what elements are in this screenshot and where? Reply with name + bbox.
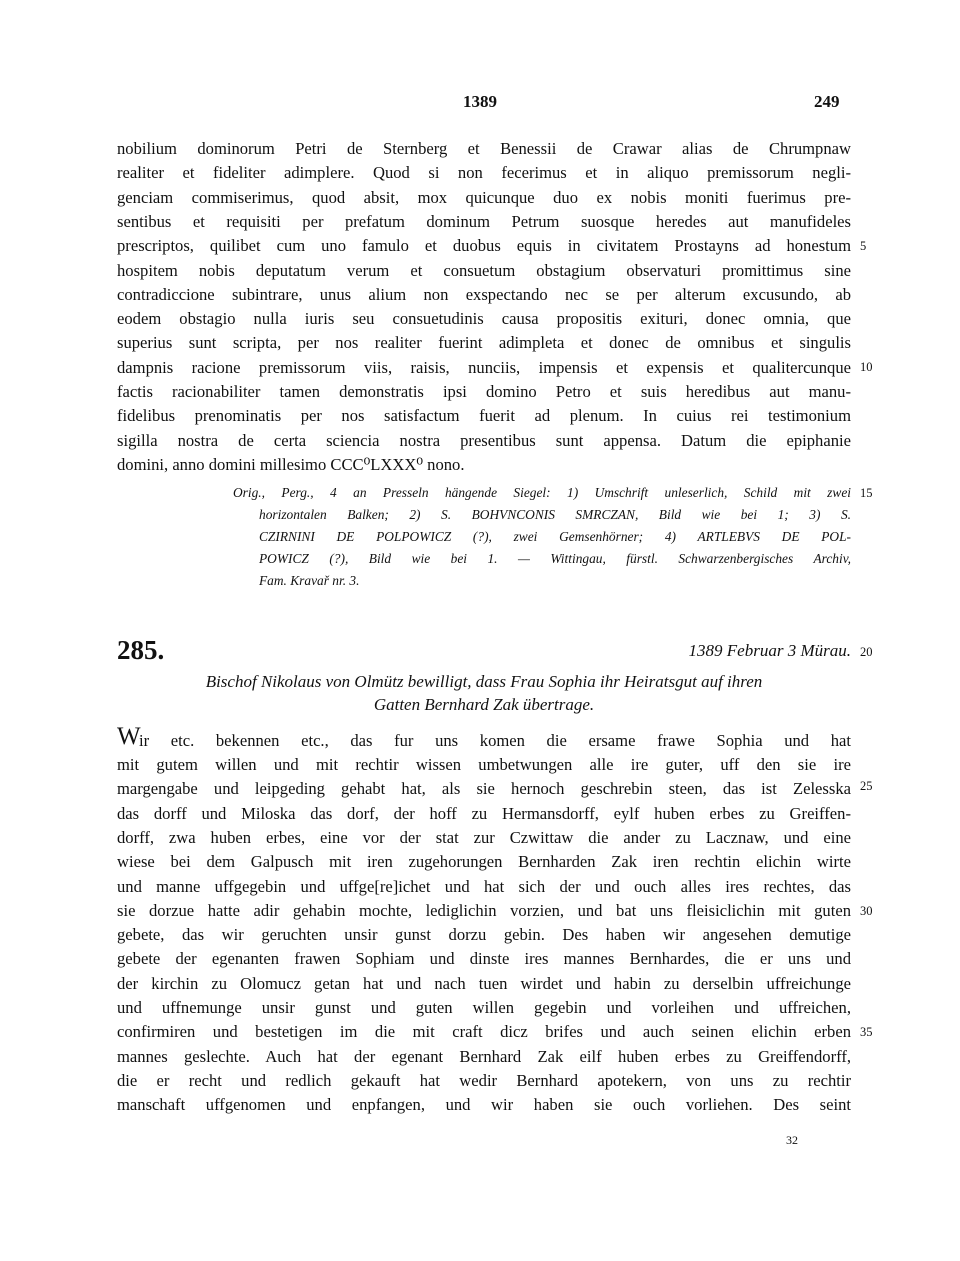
text-line: sie dorzue hatte adir gehabin mochte, lediglichin vorzien, und bat uns fleisiclichin mit guten <box>117 900 851 920</box>
source-note-line: Fam. Kravař nr. 3. <box>259 573 360 588</box>
text-line: hospitem nobis deputatum verum et consuetum obstagium observaturi promittimus sine <box>117 260 851 280</box>
text-line: realiter et fideliter adimplere. Quod si non fecerimus et in aliquo premissorum negli- <box>117 163 851 183</box>
regest-title-line: Bischof Nikolaus von Olmütz bewilligt, dass Frau Sophia ihr Heiratsgut auf ihren <box>205 672 763 691</box>
line-number: 35 <box>860 1025 873 1039</box>
source-note-line: POWICZ (?), Bild wie bei 1. — Wittingau, fürstl. Schwarzenbergisches Archiv, <box>259 551 851 566</box>
regest-title-line: Gatten Bernhard Zak übertrage. <box>373 695 595 714</box>
text-line: manschaft uffgenomen und enpfangen, und wir haben sie ouch vorliehen. Des seint <box>117 1095 851 1115</box>
text-line: prescriptos, quilibet cum uno famulo et duobus equis in civitatem Prostayns ad honestum <box>117 236 851 256</box>
line-number: 30 <box>860 904 873 918</box>
source-note-line: CZIRNINI DE POLPOWICZ (?), zwei Gemsenhörner; 4) ARTLEBVS DE POL- <box>259 529 851 544</box>
text-line: confirmiren und bestetigen im die mit craft dicz brifes und auch seinen elichin erben <box>117 1022 851 1042</box>
line-number: 20 <box>860 645 873 659</box>
line-number: 5 <box>860 239 867 253</box>
initial-letter: W <box>117 723 141 750</box>
charter-date-place: 1389 Februar 3 Mürau. <box>688 641 851 660</box>
text-line: die er recht und redlich gekauft hat wedir Bernhard apotekern, von uns zu rechtir <box>117 1070 851 1090</box>
text-line: sentibus et requisiti per prefatum dominum Petrum suosque heredes aut manufideles <box>117 211 851 231</box>
text-line: mannes geslechte. Auch hat der egenant Bernhard Zak eilf huben erbes zu Greiffendorff, <box>117 1046 851 1066</box>
signature-mark: 32 <box>786 1133 798 1147</box>
text-line: und manne uffgegebin und uffge[re]ichet und hat sich der und ouch alles ires rechtes, das <box>117 876 851 896</box>
page-number: 249 <box>814 92 840 111</box>
line-number: 10 <box>860 360 873 374</box>
text-line: eodem obstagio nulla iuris seu consuetudinis causa propositis exituri, donec omnia, que <box>117 309 851 329</box>
text-line: dorff, zwa huben erbes, eine vor der stat zur Czwittaw die ander zu Lacznaw, und eine <box>117 827 851 847</box>
text-line: superius sunt scripta, per nos realiter fuerint adimpleta et donec de omnibus et singulis <box>117 333 851 353</box>
text-line: nobilium dominorum Petri de Sternberg et Benessii de Crawar alias de Chrumpnaw <box>117 139 851 158</box>
line-number: 25 <box>860 779 873 793</box>
text-line: das dorff und Miloska das dorf, der hoff zu Hermansdorff, eylf huben erbes zu Greiffen- <box>117 803 851 823</box>
charter-number: 285. <box>117 635 165 665</box>
text-line: ir etc. bekennen etc., das fur uns komen die ersame frawe Sophia und hat <box>139 731 851 750</box>
line-number: 15 <box>860 486 873 500</box>
text-line: dampnis racione premissorum viis, raisis, nunciis, impensis et expensis et qualitercunque <box>117 357 851 377</box>
source-note-line: horizontalen Balken; 2) S. BOHVNCONIS SMRCZAN, Bild wie bei 1; 3) S. <box>259 507 851 522</box>
text-line: mit gutem willen und mit rechtir wissen umbetwungen alle ire guter, uff den sie ire <box>117 755 851 774</box>
source-note-line: Orig., Perg., 4 an Presseln hängende Siegel: 1) Umschrift unleserlich, Schild mit zwei <box>233 485 851 500</box>
text-line: und uffnemunge unsir gunst und guten willen gegebin und vorleihen und uffreichen, <box>117 998 851 1017</box>
text-line: domini, anno domini millesimo CCC⁰LXXX⁰ nono. <box>117 454 465 474</box>
text-line: gebete der egenanten frawen Sophiam und dinste ires mannes Bernhardes, die er uns und <box>117 949 851 969</box>
text-line: wiese bei dem Galpusch mit iren zugehorungen Bernharden Zak iren rechtin elichin wirte <box>117 852 851 872</box>
text-line: genciam commiserimus, quod absit, mox quicunque duo ex nobis moniti fuerimus pre- <box>117 187 851 207</box>
text-line: margengabe und leipgeding gehabt hat, als sie hernoch geschrebin steen, das ist Zelesska <box>117 779 851 799</box>
text-line: factis racionabiliter tamen demonstratis ipsi domino Petro et suis heredibus aut manu- <box>117 382 851 401</box>
text-line: contradiccione subintrare, unus alium non exspectando nec se per alterum excusundo, ab <box>117 284 851 304</box>
text-line: sigilla nostra de certa sciencia nostra presentibus sunt appensa. Datum die epiphanie <box>117 430 851 450</box>
running-year: 1389 <box>463 92 497 111</box>
text-line: gebete, das wir geruchten unsir gunst dorzu gebin. Des haben wir angesehen demutige <box>117 925 851 945</box>
text-line: der kirchin zu Olomucz getan hat und nach tuen wirdet und habin zu derselbin uffreichunge <box>117 973 851 993</box>
text-line: fidelibus prenominatis per nos satisfactum fuerit ad plenum. In cuius rei testimonium <box>117 406 851 426</box>
